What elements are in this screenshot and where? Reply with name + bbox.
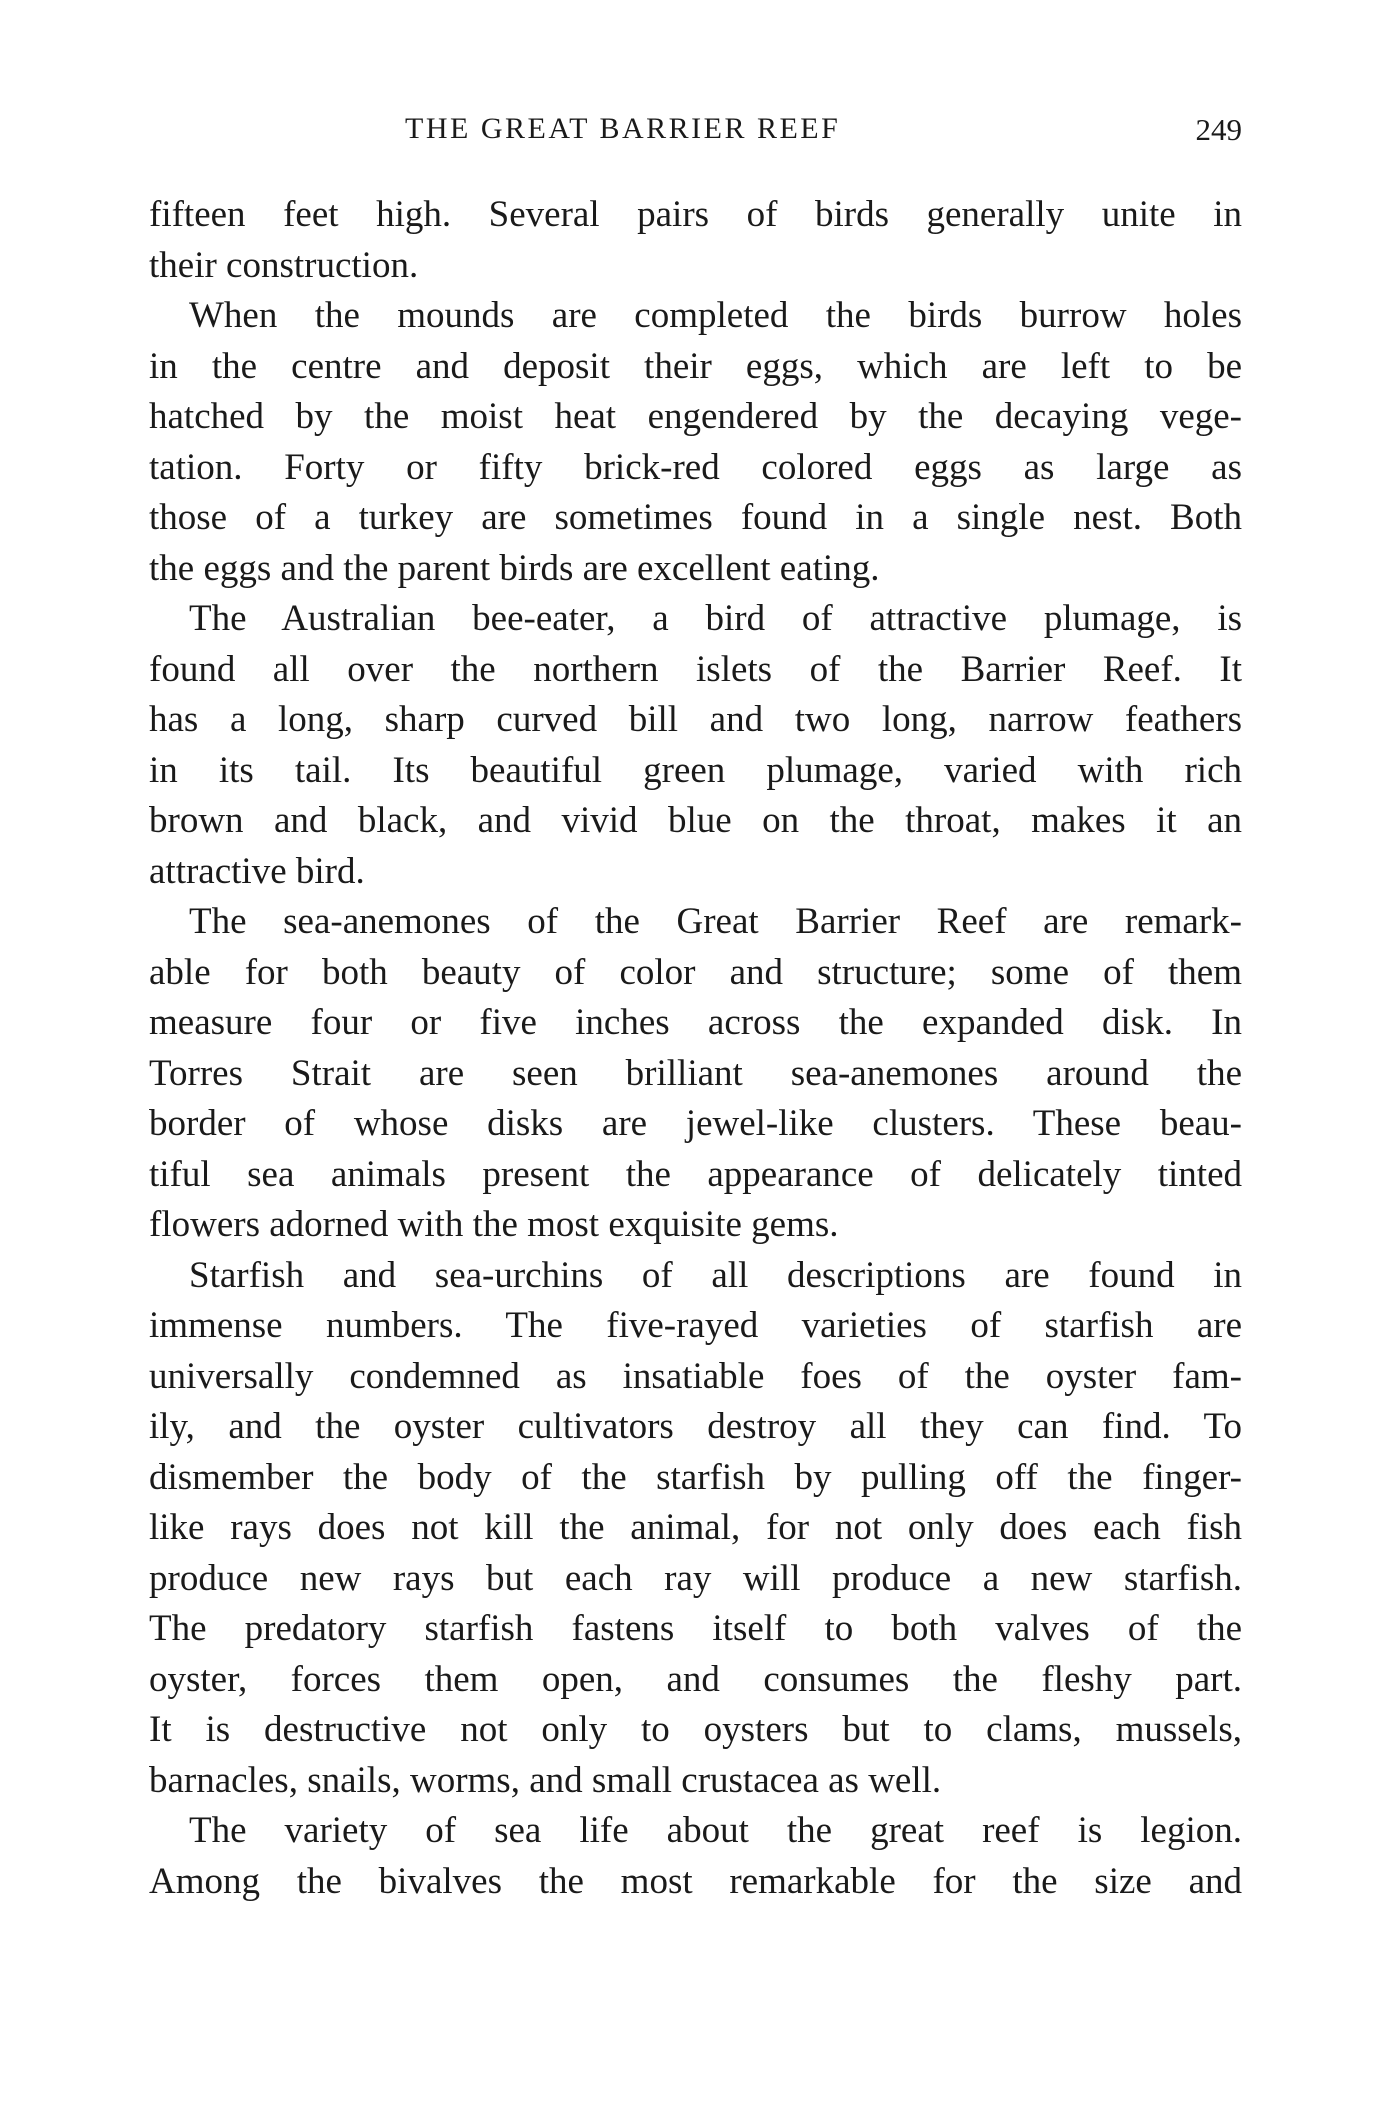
text-line: universally condemned as insatiable foes of the oyster fam- xyxy=(149,1355,1242,1397)
text-line: ily, and the oyster cultivators destroy all they can find. To xyxy=(149,1406,1242,1447)
text-line: immense numbers. The five-rayed varieties of starfish are xyxy=(149,1305,1242,1346)
text-line: has a long, sharp curved bill and two long, narrow feathers xyxy=(149,699,1242,740)
text-line: able for both beauty of color and structure; some of them xyxy=(149,951,1242,993)
text-line: It is destructive not only to oysters but to clams, mussels, xyxy=(149,1709,1242,1750)
text-line: hatched by the moist heat engendered by the decaying vege- xyxy=(149,396,1242,437)
page-number: 249 xyxy=(1195,112,1242,147)
text-line: border of whose disks are jewel-like clusters. These beau- xyxy=(149,1103,1242,1144)
text-line: in its tail. Its beautiful green plumage, varied with rich xyxy=(149,749,1242,791)
text-line: like rays does not kill the animal, for not only does each fish xyxy=(149,1507,1242,1548)
text-line: dismember the body of the starfish by pulling off the finger- xyxy=(149,1456,1242,1498)
text-line: fifteen feet high. Several pairs of birds generally unite in xyxy=(149,194,1242,235)
text-line: Torres Strait are seen brilliant sea-anemones around the xyxy=(149,1052,1242,1094)
text-line: the eggs and the parent birds are excellent eating. xyxy=(149,547,880,589)
text-line: Starfish and sea-urchins of all descriptions are found in xyxy=(189,1254,1242,1296)
text-line: those of a turkey are sometimes found in a single nest. Both xyxy=(149,497,1242,538)
text-line: oyster, forces them open, and consumes the fleshy part. xyxy=(149,1658,1242,1700)
text-line: their construction. xyxy=(149,244,419,286)
text-line: flowers adorned with the most exquisite gems. xyxy=(149,1204,839,1245)
text-line: found all over the northern islets of the Barrier Reef. It xyxy=(149,648,1242,690)
text-line: produce new rays but each ray will produce a new starfish. xyxy=(149,1557,1242,1599)
text-line: The Australian bee-eater, a bird of attractive plumage, is xyxy=(189,598,1242,639)
text-line: The variety of sea life about the great reef is legion. xyxy=(189,1810,1242,1851)
text-line: brown and black, and vivid blue on the throat, makes it an xyxy=(149,800,1242,841)
text-line: tiful sea animals present the appearance of delicately tinted xyxy=(149,1153,1242,1195)
text-line: The predatory starfish fastens itself to both valves of the xyxy=(149,1608,1242,1649)
running-header xyxy=(149,112,1242,152)
text-line: barnacles, snails, worms, and small crustacea as well. xyxy=(149,1759,942,1801)
body-text xyxy=(149,190,1242,1907)
text-line: When the mounds are completed the birds burrow holes xyxy=(189,295,1242,336)
text-line: tation. Forty or fifty brick-red colored eggs as large as xyxy=(149,446,1242,488)
text-line: in the centre and deposit their eggs, which are left to be xyxy=(149,345,1242,387)
text-line: Among the bivalves the most remarkable for the size and xyxy=(149,1860,1242,1902)
text-line: The sea-anemones of the Great Barrier Reef are remark- xyxy=(189,901,1242,942)
text-line: attractive bird. xyxy=(149,850,365,892)
running-title: THE GREAT BARRIER REEF xyxy=(405,112,841,145)
text-line: measure four or five inches across the expanded disk. In xyxy=(149,1002,1242,1043)
